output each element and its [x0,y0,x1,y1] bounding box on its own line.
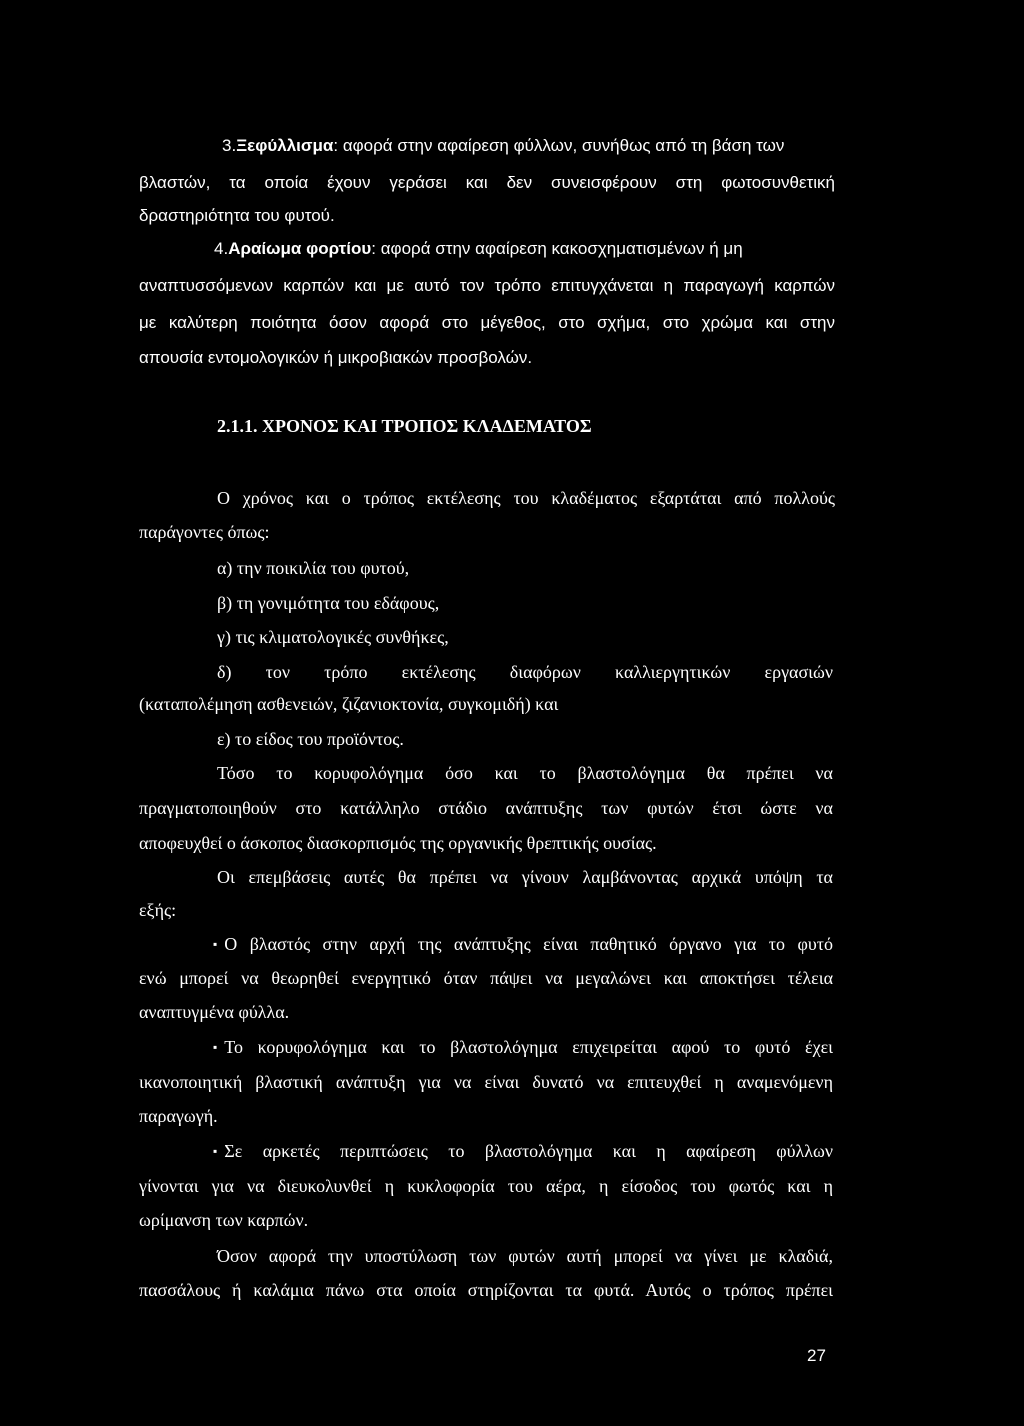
list-item-3-number: 3. [222,136,237,155]
bullet-2-line-2: ικανοποιητική βλαστική ανάπτυξη για να είναι δυνατό να επιτευχθεί η αναμενόμενη [139,1072,833,1092]
list-item-4-line-4: απουσία εντομολογικών ή μικροβιακών προσβολών. [139,348,533,367]
list-item-3-line-2: βλαστών, τα οποία έχουν γεράσει και δεν συνεισφέρουν στη φωτοσυνθετική [139,173,835,192]
bullet-3-line-1-text: Σε αρκετές περιπτώσεις το βλαστολόγημα και η αφαίρεση φύλλων [224,1141,833,1161]
bullet-1-line-2: ενώ μπορεί να θεωρηθεί ενεργητικό όταν πάψει να μεγαλώνει και αποκτήσει τέλεια [139,968,833,988]
bullet-3-line-1 [213,1140,833,1162]
para-2-line-1: Οι επεμβάσεις αυτές θα πρέπει να γίνουν λαμβάνοντας αρχικά υπόψη τα [217,867,833,887]
bullet-marker: ▪ [213,1144,218,1158]
list-item-3-line-1 [222,135,784,157]
bullet-1-line-3: αναπτυγμένα φύλλα. [139,1002,290,1022]
list-item-3-term: Ξεφύλλισμα [236,136,334,155]
para-1-line-1: Τόσο το κορυφολόγημα όσο και το βλαστολόγημα θα πρέπει να [217,763,833,783]
bullet-1-line-1-text: Ο βλαστός στην αρχή της ανάπτυξης είναι παθητικό όργανο για το φυτό [224,934,833,954]
para-3-line-1: Όσον αφορά την υποστύλωση των φυτών αυτή μπορεί να γίνει με κλαδιά, [217,1246,833,1266]
list-item-4-term: Αραίωμα φορτίου [228,239,372,258]
factor-b: β) τη γονιμότητα του εδάφους, [217,593,440,613]
list-item-4-number: 4. [214,239,229,258]
bullet-1-line-1 [213,933,833,955]
bullet-2-line-1 [213,1036,833,1058]
bullet-2-line-1-text: Το κορυφολόγημα και το βλαστολόγημα επιχειρείται αφού το φυτό έχει [224,1037,833,1057]
list-item-4-line-1 [214,238,743,260]
page-number: 27 [807,1346,826,1365]
para-1-line-3: αποφευχθεί ο άσκοπος διασκορπισμός της οργανικής θρεπτικής ουσίας. [139,833,657,853]
intro-line-1: Ο χρόνος και ο τρόπος εκτέλεσης του κλαδέματος εξαρτάται από πολλούς [217,488,835,508]
bullet-marker: ▪ [213,937,218,951]
section-heading: 2.1.1. ΧΡΟΝΟΣ ΚΑΙ ΤΡΟΠΟΣ ΚΛΑΔΕΜΑΤΟΣ [217,416,592,436]
bullet-2-line-3: παραγωγή. [139,1106,218,1126]
para-3-line-2: πασσάλους ή καλάμια πάνω στα οποία στηρίζονται τα φυτά. Αυτός ο τρόπος πρέπει [139,1280,833,1300]
bullet-marker: ▪ [213,1040,218,1054]
factor-e: ε) το είδος του προϊόντος. [217,729,404,749]
list-item-3-line-1-text: : αφορά στην αφαίρεση φύλλων, συνήθως από τη βάση των [333,136,785,155]
factor-a: α) την ποικιλία του φυτού, [217,558,410,578]
factor-d-line-2: (καταπολέμηση ασθενειών, ζιζανιοκτονία, συγκομιδή) και [139,694,559,714]
factor-d-line-1: δ) τον τρόπο εκτέλεσης διαφόρων καλλιεργητικών εργασιών [217,662,833,682]
para-1-line-2: πραγματοποιηθούν στο κατάλληλο στάδιο ανάπτυξης των φυτών έτσι ώστε να [139,798,833,818]
list-item-4-line-1-text: : αφορά στην αφαίρεση κακοσχηματισμένων ή μη [371,239,743,258]
bullet-3-line-2: γίνονται για να διευκολυνθεί η κυκλοφορία του αέρα, η είσοδος του φωτός και η [139,1176,833,1196]
list-item-4-line-3: με καλύτερη ποιότητα όσον αφορά στο μέγεθος, στο σχήμα, στο χρώμα και στην [139,313,835,332]
factor-c: γ) τις κλιματολογικές συνθήκες, [217,627,449,647]
intro-line-2: παράγοντες όπως: [139,522,270,542]
list-item-4-line-2: αναπτυσσόμενων καρπών και με αυτό τον τρόπο επιτυγχάνεται η παραγωγή καρπών [139,276,835,295]
list-item-3-line-3: δραστηριότητα του φυτού. [139,206,335,225]
bullet-3-line-3: ωρίμανση των καρπών. [139,1210,309,1230]
para-2-line-2: εξής: [139,900,177,920]
